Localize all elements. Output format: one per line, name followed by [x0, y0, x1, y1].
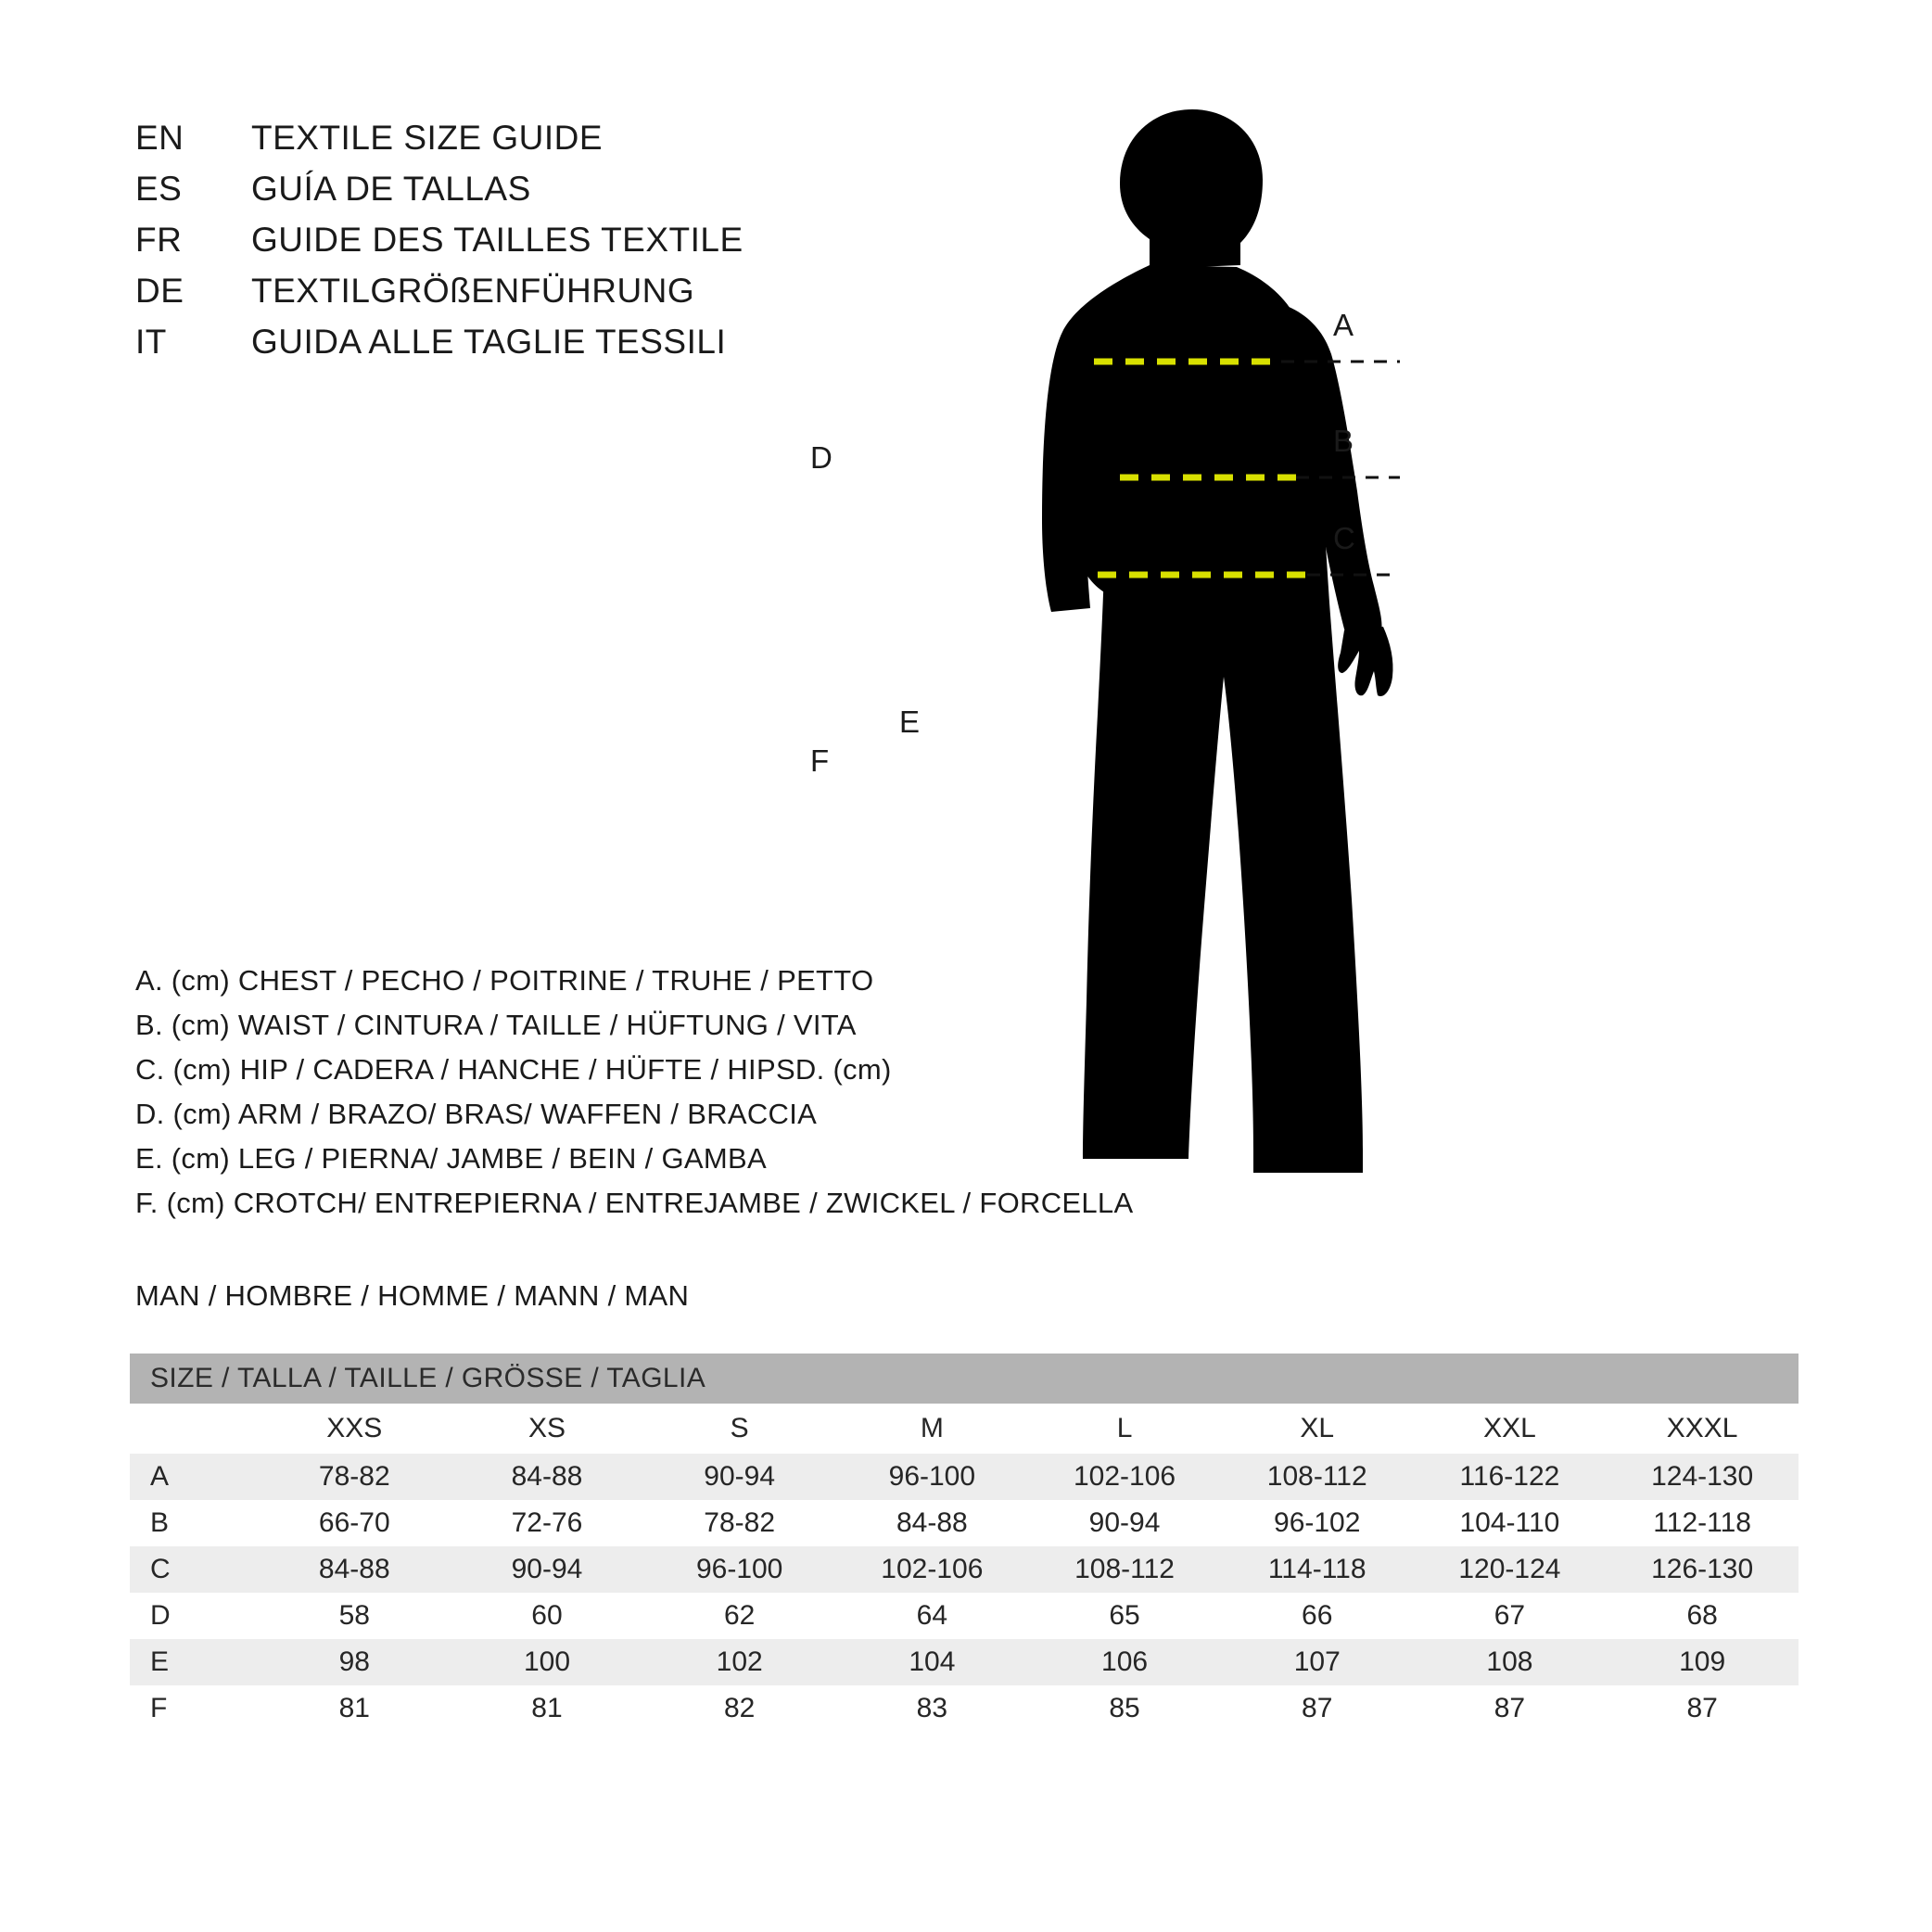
cell: 116-122 [1414, 1454, 1607, 1500]
row-label-c: C [130, 1546, 258, 1593]
cell: 65 [1028, 1593, 1221, 1639]
cell: 68 [1606, 1593, 1799, 1639]
table-row [130, 1685, 1799, 1732]
dimension-label-e: E [899, 705, 921, 739]
column-header-xxxl: XXXL [1606, 1404, 1799, 1454]
cell: 60 [451, 1593, 643, 1639]
table-row [130, 1546, 1799, 1593]
language-title: TEXTILGRÖßENFÜHRUNG [251, 272, 695, 310]
cell: 81 [258, 1685, 451, 1732]
gender-label: MAN / HOMBRE / HOMME / MANN / MAN [135, 1279, 690, 1312]
language-title: GUÍA DE TALLAS [251, 170, 531, 208]
cell: 102-106 [836, 1546, 1029, 1593]
cell: 58 [258, 1593, 451, 1639]
column-header-xl: XL [1221, 1404, 1414, 1454]
marker-label-a: A [1333, 308, 1354, 342]
cell: 66 [1221, 1593, 1414, 1639]
language-row [135, 170, 744, 221]
language-code: DE [135, 272, 184, 310]
cell: 109 [1606, 1639, 1799, 1685]
cell: 108-112 [1028, 1546, 1221, 1593]
language-row [135, 221, 744, 272]
legend-item-e: E. (cm) LEG / PIERNA/ JAMBE / BEIN / GAMBA [135, 1142, 767, 1175]
cell: 84-88 [258, 1546, 451, 1593]
language-code: FR [135, 221, 183, 259]
legend-item-b: B. (cm) WAIST / CINTURA / TAILLE / HÜFTUNG / VITA [135, 1009, 857, 1041]
row-label-a: A [130, 1454, 258, 1500]
language-row [135, 323, 744, 374]
cell: 84-88 [451, 1454, 643, 1500]
table-header-row [130, 1404, 1799, 1454]
legend-item-a: A. (cm) CHEST / PECHO / POITRINE / TRUHE / PETTO [135, 964, 874, 997]
cell: 104-110 [1414, 1500, 1607, 1546]
cell: 90-94 [643, 1454, 836, 1500]
legend-item-c: C. (cm) HIP / CADERA / HANCHE / HÜFTE / HIPSD. (cm) [135, 1053, 892, 1086]
cell: 81 [451, 1685, 643, 1732]
cell: 87 [1606, 1685, 1799, 1732]
language-code: ES [135, 170, 183, 208]
cell: 90-94 [1028, 1500, 1221, 1546]
row-label-f: F [130, 1685, 258, 1732]
language-code: IT [135, 323, 167, 361]
cell: 108 [1414, 1639, 1607, 1685]
cell: 107 [1221, 1639, 1414, 1685]
language-code: EN [135, 119, 184, 157]
column-header-xxl: XXL [1414, 1404, 1607, 1454]
language-title: GUIDA ALLE TAGLIE TESSILI [251, 323, 727, 361]
cell: 78-82 [258, 1454, 451, 1500]
cell: 83 [836, 1685, 1029, 1732]
cell: 87 [1414, 1685, 1607, 1732]
column-header-l: L [1028, 1404, 1221, 1454]
size-table [130, 1354, 1799, 1732]
cell: 126-130 [1606, 1546, 1799, 1593]
cell: 96-100 [643, 1546, 836, 1593]
cell: 124-130 [1606, 1454, 1799, 1500]
cell: 62 [643, 1593, 836, 1639]
measurement-figure [810, 83, 1845, 1224]
cell: 112-118 [1606, 1500, 1799, 1546]
language-title-block [135, 119, 744, 374]
row-label-d: D [130, 1593, 258, 1639]
row-label-e: E [130, 1639, 258, 1685]
language-row [135, 119, 744, 170]
column-header-m: M [836, 1404, 1029, 1454]
language-title: GUIDE DES TAILLES TEXTILE [251, 221, 744, 259]
marker-label-b: B [1333, 424, 1354, 458]
cell: 67 [1414, 1593, 1607, 1639]
cell: 120-124 [1414, 1546, 1607, 1593]
cell: 96-102 [1221, 1500, 1414, 1546]
language-title: TEXTILE SIZE GUIDE [251, 119, 604, 157]
table-band-header [130, 1354, 1799, 1404]
dimension-label-d: D [810, 440, 833, 475]
cell: 108-112 [1221, 1454, 1414, 1500]
table-row [130, 1500, 1799, 1546]
cell: 90-94 [451, 1546, 643, 1593]
cell: 102 [643, 1639, 836, 1685]
cell: 66-70 [258, 1500, 451, 1546]
column-header-blank [130, 1404, 258, 1454]
legend-item-f: F. (cm) CROTCH/ ENTREPIERNA / ENTREJAMBE / ZWICKEL / FORCELLA [135, 1187, 1134, 1219]
cell: 84-88 [836, 1500, 1029, 1546]
cell: 87 [1221, 1685, 1414, 1732]
cell: 102-106 [1028, 1454, 1221, 1500]
column-header-xs: XS [451, 1404, 643, 1454]
legend-item-d: D. (cm) ARM / BRAZO/ BRAS/ WAFFEN / BRACCIA [135, 1098, 818, 1130]
table-row [130, 1454, 1799, 1500]
cell: 78-82 [643, 1500, 836, 1546]
table-row [130, 1593, 1799, 1639]
cell: 104 [836, 1639, 1029, 1685]
cell: 82 [643, 1685, 836, 1732]
cell: 85 [1028, 1685, 1221, 1732]
table-row [130, 1639, 1799, 1685]
dimension-e [1010, 482, 1012, 920]
dimension-label-f: F [810, 744, 830, 778]
cell: 100 [451, 1639, 643, 1685]
measurement-legend [135, 964, 1133, 1231]
cell: 106 [1028, 1639, 1221, 1685]
cell: 72-76 [451, 1500, 643, 1546]
column-header-xxs: XXS [258, 1404, 451, 1454]
table-band-header-label: SIZE / TALLA / TAILLE / GRÖSSE / TAGLIA [130, 1354, 1799, 1404]
row-label-b: B [130, 1500, 258, 1546]
language-row [135, 272, 744, 323]
cell: 64 [836, 1593, 1029, 1639]
marker-label-c: C [1333, 521, 1355, 555]
cell: 96-100 [836, 1454, 1029, 1500]
column-header-s: S [643, 1404, 836, 1454]
cell: 98 [258, 1639, 451, 1685]
cell: 114-118 [1221, 1546, 1414, 1593]
